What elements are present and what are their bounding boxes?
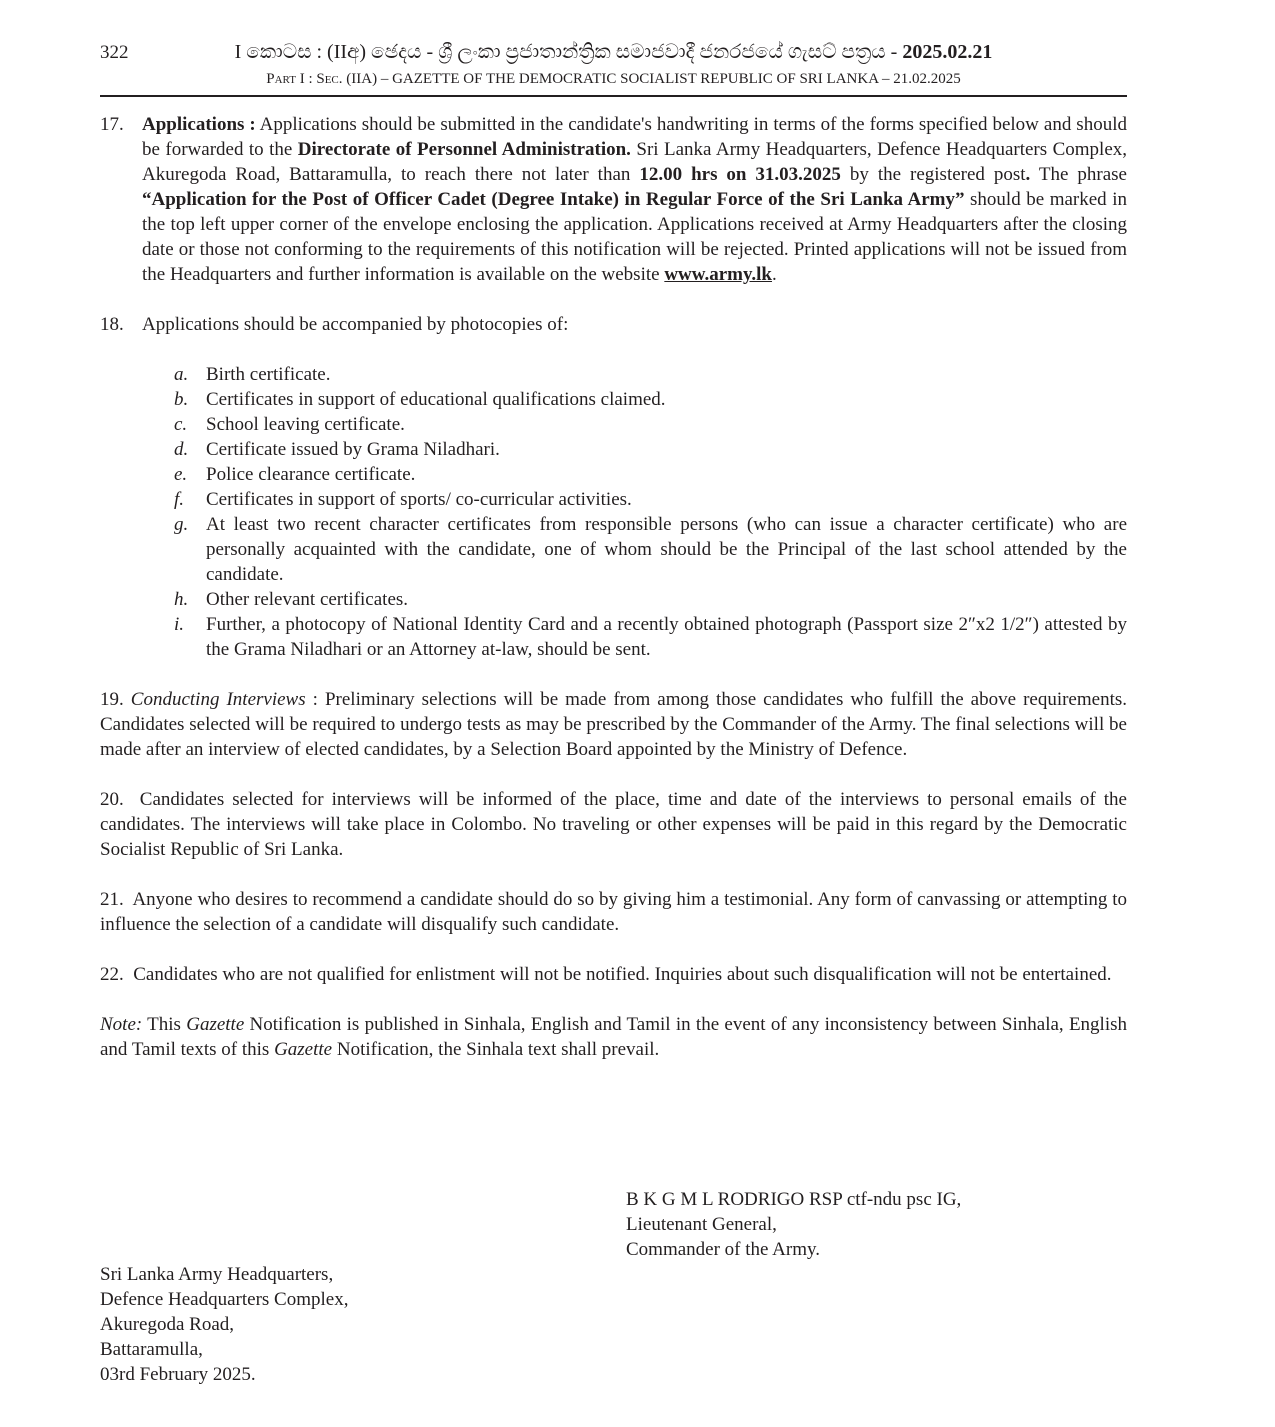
english-header-line [100, 67, 1127, 92]
text-span: Applications should be accompanied by photocopies of: [142, 314, 569, 335]
item-letter: d. [174, 439, 189, 460]
text-span: : Preliminary selections will be made from among those candidates who fulfill the above requirements. Candidates selected will be required to undergo tests as may be prescribed by the Commander of the Army. The final selections will be made after an interview of elected candidates, by a Selection Board appointed by the Ministry of Defence. [100, 689, 1128, 760]
text-span: . [1025, 164, 1031, 185]
paragraph-number: 21. [100, 889, 124, 910]
item-text: Police clearance certificate. [206, 464, 416, 485]
text-span: by the registered post [840, 164, 1026, 185]
sinhala-date: 2025.02.21 [902, 41, 993, 63]
list-item [100, 362, 1127, 387]
text-span: Candidates selected for interviews will be informed of the place, time and date of the interviews to personal emails of the candidates. The interviews will take place in Colombo. No traveling or other expenses will be paid in this regard by the Democratic Socialist Republic of Sri Lanka. [100, 789, 1127, 860]
paragraph-number: 17. [100, 114, 124, 135]
address-line: Defence Headquarters Complex, [100, 1289, 349, 1310]
issuing-address [100, 1262, 348, 1387]
army-website-link[interactable]: www.army.lk [664, 264, 773, 285]
section-heading: Conducting Interviews [130, 689, 306, 710]
list-item [100, 437, 1127, 462]
paragraph-number: 18. [100, 314, 124, 335]
sinhala-title: I කොටස : (IIඅ) ඡෙදය - ශ්‍රී ලංකා ප්‍රජාතාන්ත්‍රික සමාජවාදී ජනරජයේ ගැසට් පත්‍රය - [234, 41, 898, 63]
sinhala-header-line [210, 40, 1017, 65]
text-span: Gazette [186, 1014, 245, 1035]
list-item [100, 487, 1127, 512]
item-letter: a. [174, 364, 189, 385]
paragraph-number: 22. [100, 964, 124, 985]
note-label: Note: [100, 1014, 143, 1035]
item-text: Other relevant certificates. [206, 589, 409, 610]
list-item [100, 612, 1127, 662]
paragraph-18-intro [100, 312, 1127, 337]
required-documents-list [100, 362, 1127, 662]
item-letter: h. [174, 589, 189, 610]
list-item [100, 387, 1127, 412]
item-letter: c. [174, 414, 188, 435]
language-note [100, 1012, 1127, 1062]
item-text: School leaving certificate. [206, 414, 405, 435]
text-span: should be marked in the top left upper corner of the envelope enclosing the application. Applications received at Army Headquarters after the closing date or those not conforming to the requirements of this notification will be rejected. Printed applications will not be issued from the Headquarters and further information is available on the website [142, 189, 1127, 285]
signature-block [626, 1187, 961, 1262]
paragraph-number: 19. [100, 689, 124, 710]
list-item [100, 512, 1127, 587]
signatory-title: Commander of the Army. [626, 1239, 821, 1260]
signatory-name: B K G M L RODRIGO RSP ctf-ndu psc IG, [626, 1189, 962, 1210]
address-line: Akuregoda Road, [100, 1314, 235, 1335]
text-span: The phrase [1030, 164, 1127, 185]
applications-heading: Applications : [142, 114, 256, 135]
address-line: Sri Lanka Army Headquarters, [100, 1264, 334, 1285]
item-text: Further, a photocopy of National Identity Card and a recently obtained photograph (Passport size 2″x2 1/2″) attested by the Grama Niladhari or an Attorney at-law, should be sent. [206, 614, 1127, 660]
page-number: 322 [100, 42, 129, 63]
item-text: Certificate issued by Grama Niladhari. [206, 439, 500, 460]
item-text: Certificates in support of sports/ co-curricular activities. [206, 489, 632, 510]
item-letter: g. [174, 514, 189, 535]
text-span: This [142, 1014, 187, 1035]
address-line: Battaramulla, [100, 1339, 203, 1360]
issue-date: 03rd February 2025. [100, 1364, 256, 1385]
item-letter: i. [174, 614, 185, 635]
list-item [100, 587, 1127, 612]
list-item [100, 412, 1127, 437]
item-text: At least two recent character certificates from responsible persons (who can issue a character certificate) who are personally acquainted with the candidate, one of whom should be the Principal of the last school attended by the candidate. [206, 514, 1127, 585]
directorate-name: Directorate of Personnel Administration. [297, 139, 631, 160]
text-span: Gazette [274, 1039, 333, 1060]
gazette-header [100, 38, 1127, 97]
text-span: . [772, 264, 777, 285]
paragraph-number: 20. [100, 789, 124, 810]
list-item [100, 462, 1127, 487]
paragraph-22 [100, 962, 1127, 987]
paragraph-19 [100, 687, 1127, 762]
paragraph-20 [100, 787, 1127, 862]
item-letter: b. [174, 389, 189, 410]
text-span: Notification is published in Sinhala, English and Tamil in the event of any inconsistency between Sinhala, English and Tamil texts of this [100, 1014, 1128, 1060]
text-span: Applications should be submitted in the candidate's handwriting in terms of the forms specified below and should be forwarded to the [142, 114, 1127, 160]
paragraph-17 [100, 112, 1127, 287]
item-letter: e. [174, 464, 188, 485]
text-span: Anyone who desires to recommend a candidate should do so by giving him a testimonial. Any form of canvassing or attempting to influence the selection of a candidate will disqualify such candidate. [100, 889, 1127, 935]
item-text: Birth certificate. [206, 364, 331, 385]
envelope-phrase: “Application for the Post of Officer Cadet (Degree Intake) in Regular Force of the Sri Lanka Army” [142, 189, 965, 210]
item-text: Certificates in support of educational qualifications claimed. [206, 389, 666, 410]
text-span: Sri Lanka Army Headquarters, Defence Headquarters Complex, Akuregoda Road, Battaramulla, to reach there not later than [142, 139, 1128, 185]
text-span: Candidates who are not qualified for enlistment will not be notified. Inquiries about such disqualification will not be entertained. [133, 964, 1112, 985]
signatory-rank: Lieutenant General, [626, 1214, 777, 1235]
english-part-label: Part I : Sec. [266, 71, 343, 87]
paragraph-21 [100, 887, 1127, 937]
text-span: Notification, the Sinhala text shall prevail. [332, 1039, 660, 1060]
item-letter: f. [174, 489, 185, 510]
english-header-title: (IIA) – GAZETTE OF THE DEMOCRATIC SOCIALIST REPUBLIC OF SRI LANKA – 21.02.2025 [346, 71, 961, 87]
document-body [100, 112, 1127, 1087]
deadline: 12.00 hrs on 31.03.2025 [639, 164, 841, 185]
